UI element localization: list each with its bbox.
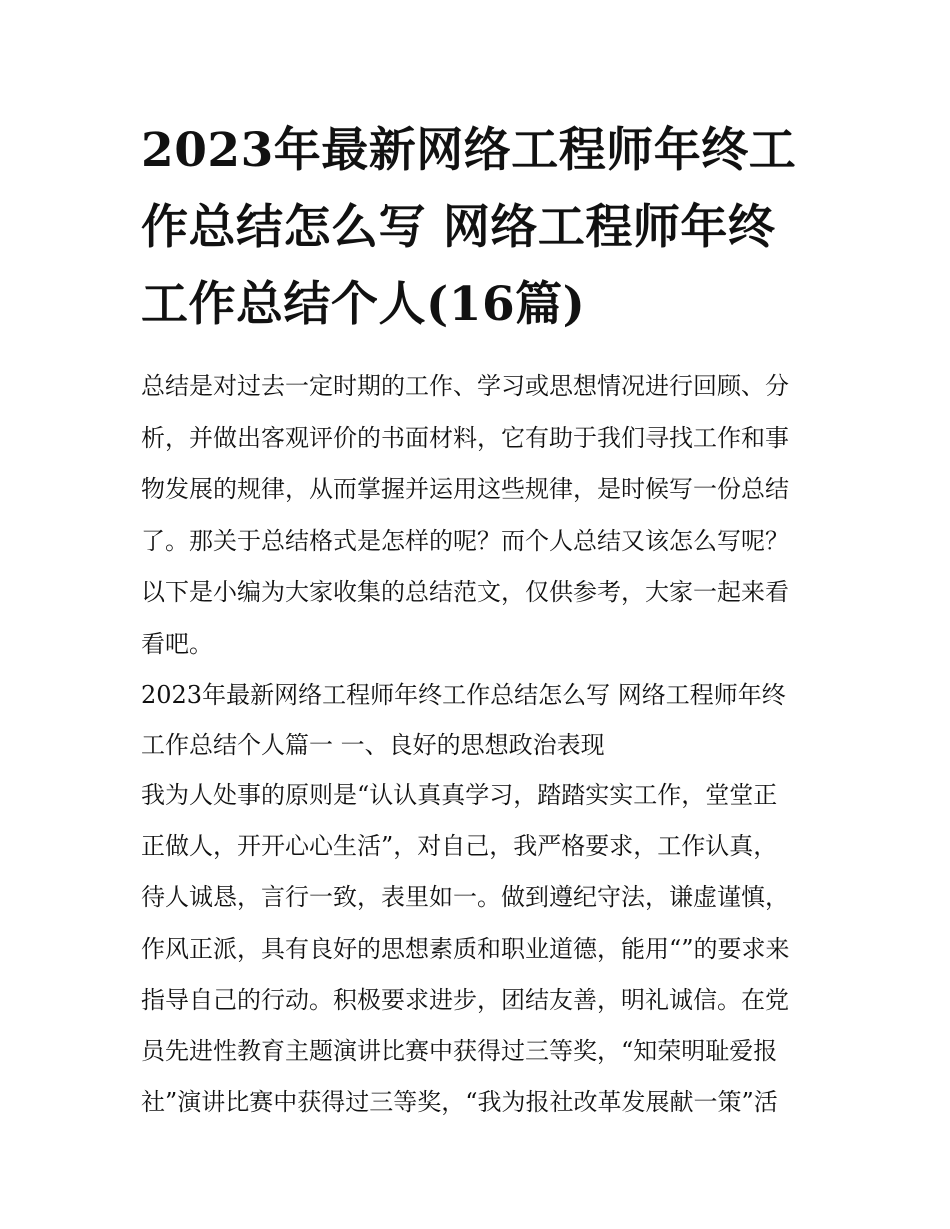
intro-line: 总结是对过去一定时期的工作、学习或思想情况进行回顾、分 bbox=[141, 372, 789, 400]
body-line: 员先进性教育主题演讲比赛中获得过三等奖，“知荣明耻爱报 bbox=[141, 1037, 778, 1066]
intro-line: 了。那关于总结格式是怎样的呢？而个人总结又该怎么写呢？ bbox=[141, 526, 789, 555]
body-line: 我为人处事的原则是“认认真真学习，踏踏实实工作，堂堂正 bbox=[141, 781, 778, 809]
title-line: 工作总结个人(16篇) bbox=[141, 277, 586, 332]
document-title bbox=[141, 112, 816, 343]
body-line: 社”演讲比赛中获得过三等奖，“我为报社改革发展献一策”活 bbox=[141, 1088, 778, 1117]
title-line: 作总结怎么写 网络工程师年终 bbox=[141, 200, 776, 255]
section-heading-line: 工作总结个人篇一 一、良好的思想政治表现 bbox=[141, 731, 605, 759]
body-line: 正做人，开开心心生活”，对自己，我严格要求，工作认真， bbox=[141, 832, 778, 861]
body-line: 作风正派，具有良好的思想素质和职业道德，能用“”的要求来 bbox=[141, 934, 790, 963]
intro-line: 看吧。 bbox=[141, 629, 213, 658]
document-body bbox=[141, 361, 816, 1128]
body-line: 指导自己的行动。积极要求进步，团结友善，明礼诚信。在党 bbox=[141, 985, 789, 1014]
intro-paragraph bbox=[141, 361, 816, 670]
section-heading bbox=[141, 670, 816, 770]
document-page bbox=[141, 112, 816, 1128]
section-heading-line: 2023年最新网络工程师年终工作总结怎么写 网络工程师年终 bbox=[141, 681, 786, 709]
body-line: 待人诚恳，言行一致，表里如一。做到遵纪守法，谦虚谨慎， bbox=[141, 883, 789, 912]
title-line: 2023年最新网络工程师年终工 bbox=[141, 123, 797, 178]
intro-line: 以下是小编为大家收集的总结范文，仅供参考，大家一起来看 bbox=[141, 578, 789, 606]
body-paragraph bbox=[141, 770, 816, 1128]
intro-line: 析，并做出客观评价的书面材料，它有助于我们寻找工作和事 bbox=[141, 423, 789, 452]
intro-line: 物发展的规律，从而掌握并运用这些规律，是时候写一份总结 bbox=[141, 475, 789, 503]
